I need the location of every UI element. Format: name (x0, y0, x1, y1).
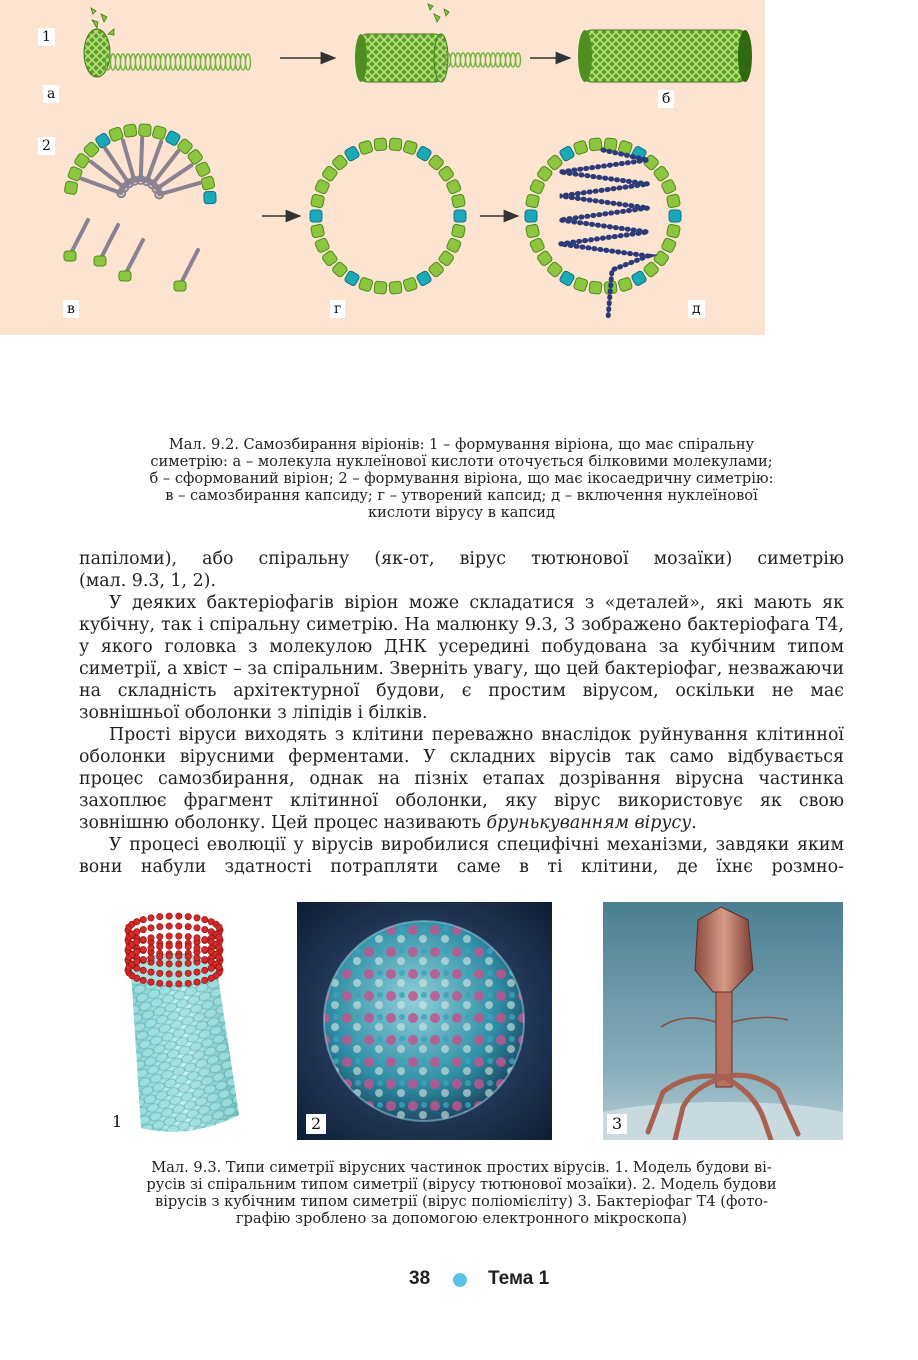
label-row-1: 1 (38, 28, 55, 46)
figure-9-2 (0, 0, 765, 335)
photo-label-3: 3 (607, 1114, 627, 1134)
label-v: в (63, 300, 79, 318)
page-footer (0, 1268, 918, 1294)
term-budding: брунькуванням вірусу (486, 813, 692, 833)
capsid-formed-icon (310, 138, 466, 294)
bullet-dot-icon (453, 1273, 467, 1287)
caption-line: русів зі спіральним типом симетрії (вірусу тютюнової мозаїки). 2. Модель будови (146, 1176, 777, 1193)
photo-label-1: 1 (107, 1112, 127, 1132)
body-text (79, 548, 844, 878)
caption-line: Мал. 9.3. Типи симетрії вірусних частинок простих вірусів. 1. Модель будови ві- (151, 1159, 772, 1176)
caption-line: симетрію: а – молекула нуклеїнової кислоти оточується білковими молекулами; (150, 453, 773, 470)
label-row-2: 2 (38, 137, 55, 155)
helix-half-icon (355, 4, 521, 82)
label-d: д (688, 300, 705, 318)
caption-line: в – самозбирання капсиду; г – утворений капсид; д – включення нуклеїнової (165, 487, 758, 504)
paragraph-3-text: Прості віруси виходять з клітини переважно внаслідок руйнування клітинної оболонки вірусними ферментами. У складних вірусів так само відбувається процес самозбирання, однак на пізніх етапах дозрівання вірусна частинка захоплює фрагмент клітинної оболонки, яку вірус використовує як свою зовнішню оболонку. Цей процес називають (79, 725, 844, 833)
poliovirus-model-icon (297, 902, 552, 1140)
label-g: г (330, 300, 345, 318)
caption-line: Мал. 9.2. Самозбирання віріонів: 1 – формування віріона, що має спіральну (168, 436, 755, 453)
figure-9-3-caption (79, 1159, 844, 1227)
figure-9-3-image-3 (603, 902, 843, 1140)
self-assembly-diagram (0, 0, 765, 335)
helix-complete-icon (578, 30, 752, 82)
photo-label-2: 2 (306, 1114, 326, 1134)
bacteriophage-t4-photo-icon (603, 902, 843, 1140)
tmv-model-icon (79, 900, 279, 1140)
page-number: 38 (409, 1268, 431, 1289)
paragraph-1-line-2: (мал. 9.3, 1, 2). (79, 571, 216, 591)
helix-start-icon (84, 8, 251, 77)
paragraph-3 (79, 724, 844, 834)
paragraph-1-line-1: папіломи), або спіральну (як-от, вірус тютюнової мозаїки) симетрію (79, 549, 844, 569)
label-b: б (658, 90, 674, 108)
paragraph-2: У деяких бактеріофагів віріон може складатися з «деталей», які мають як кубічну, так і спіральну симетрію. На малюнку 9.3, 3 зображено бактеріофага Т4, у якого головка з молекулою ДНК усередині побудована за кубічним типом симетрії, а хвіст – за спіральним. Зверніть увагу, що цей бактеріофаг, незважаючи на складність архітектурної будови, є простим вірусом, оскільки не має зовнішньої оболонки з ліпідів і білків. (79, 593, 844, 723)
caption-line: б – сформований віріон; 2 – формування віріона, що має ікосаедричну симетрію: (149, 470, 774, 487)
paragraph-3-end: . (691, 813, 697, 833)
label-a: а (43, 85, 59, 103)
caption-line: графію зроблено за допомогою електронного мікроскопа) (235, 1210, 688, 1227)
caption-line: кислоти вірусу в капсид (367, 504, 556, 521)
caption-line: вірусів з кубічним типом симетрії (вірус поліомієліту) 3. Бактеріофаг Т4 (фото- (155, 1193, 768, 1210)
figure-9-3-image-2 (297, 902, 552, 1140)
topic-label: Тема 1 (488, 1268, 550, 1289)
figure-9-3-image-1 (79, 900, 279, 1140)
paragraph-4: У процесі еволюції у вірусів виробилися специфічні механізми, завдяки яким вони набули здатності потрапляти саме в ті клітини, де їхнє розмно- (79, 835, 844, 877)
figure-9-2-caption (79, 436, 844, 521)
